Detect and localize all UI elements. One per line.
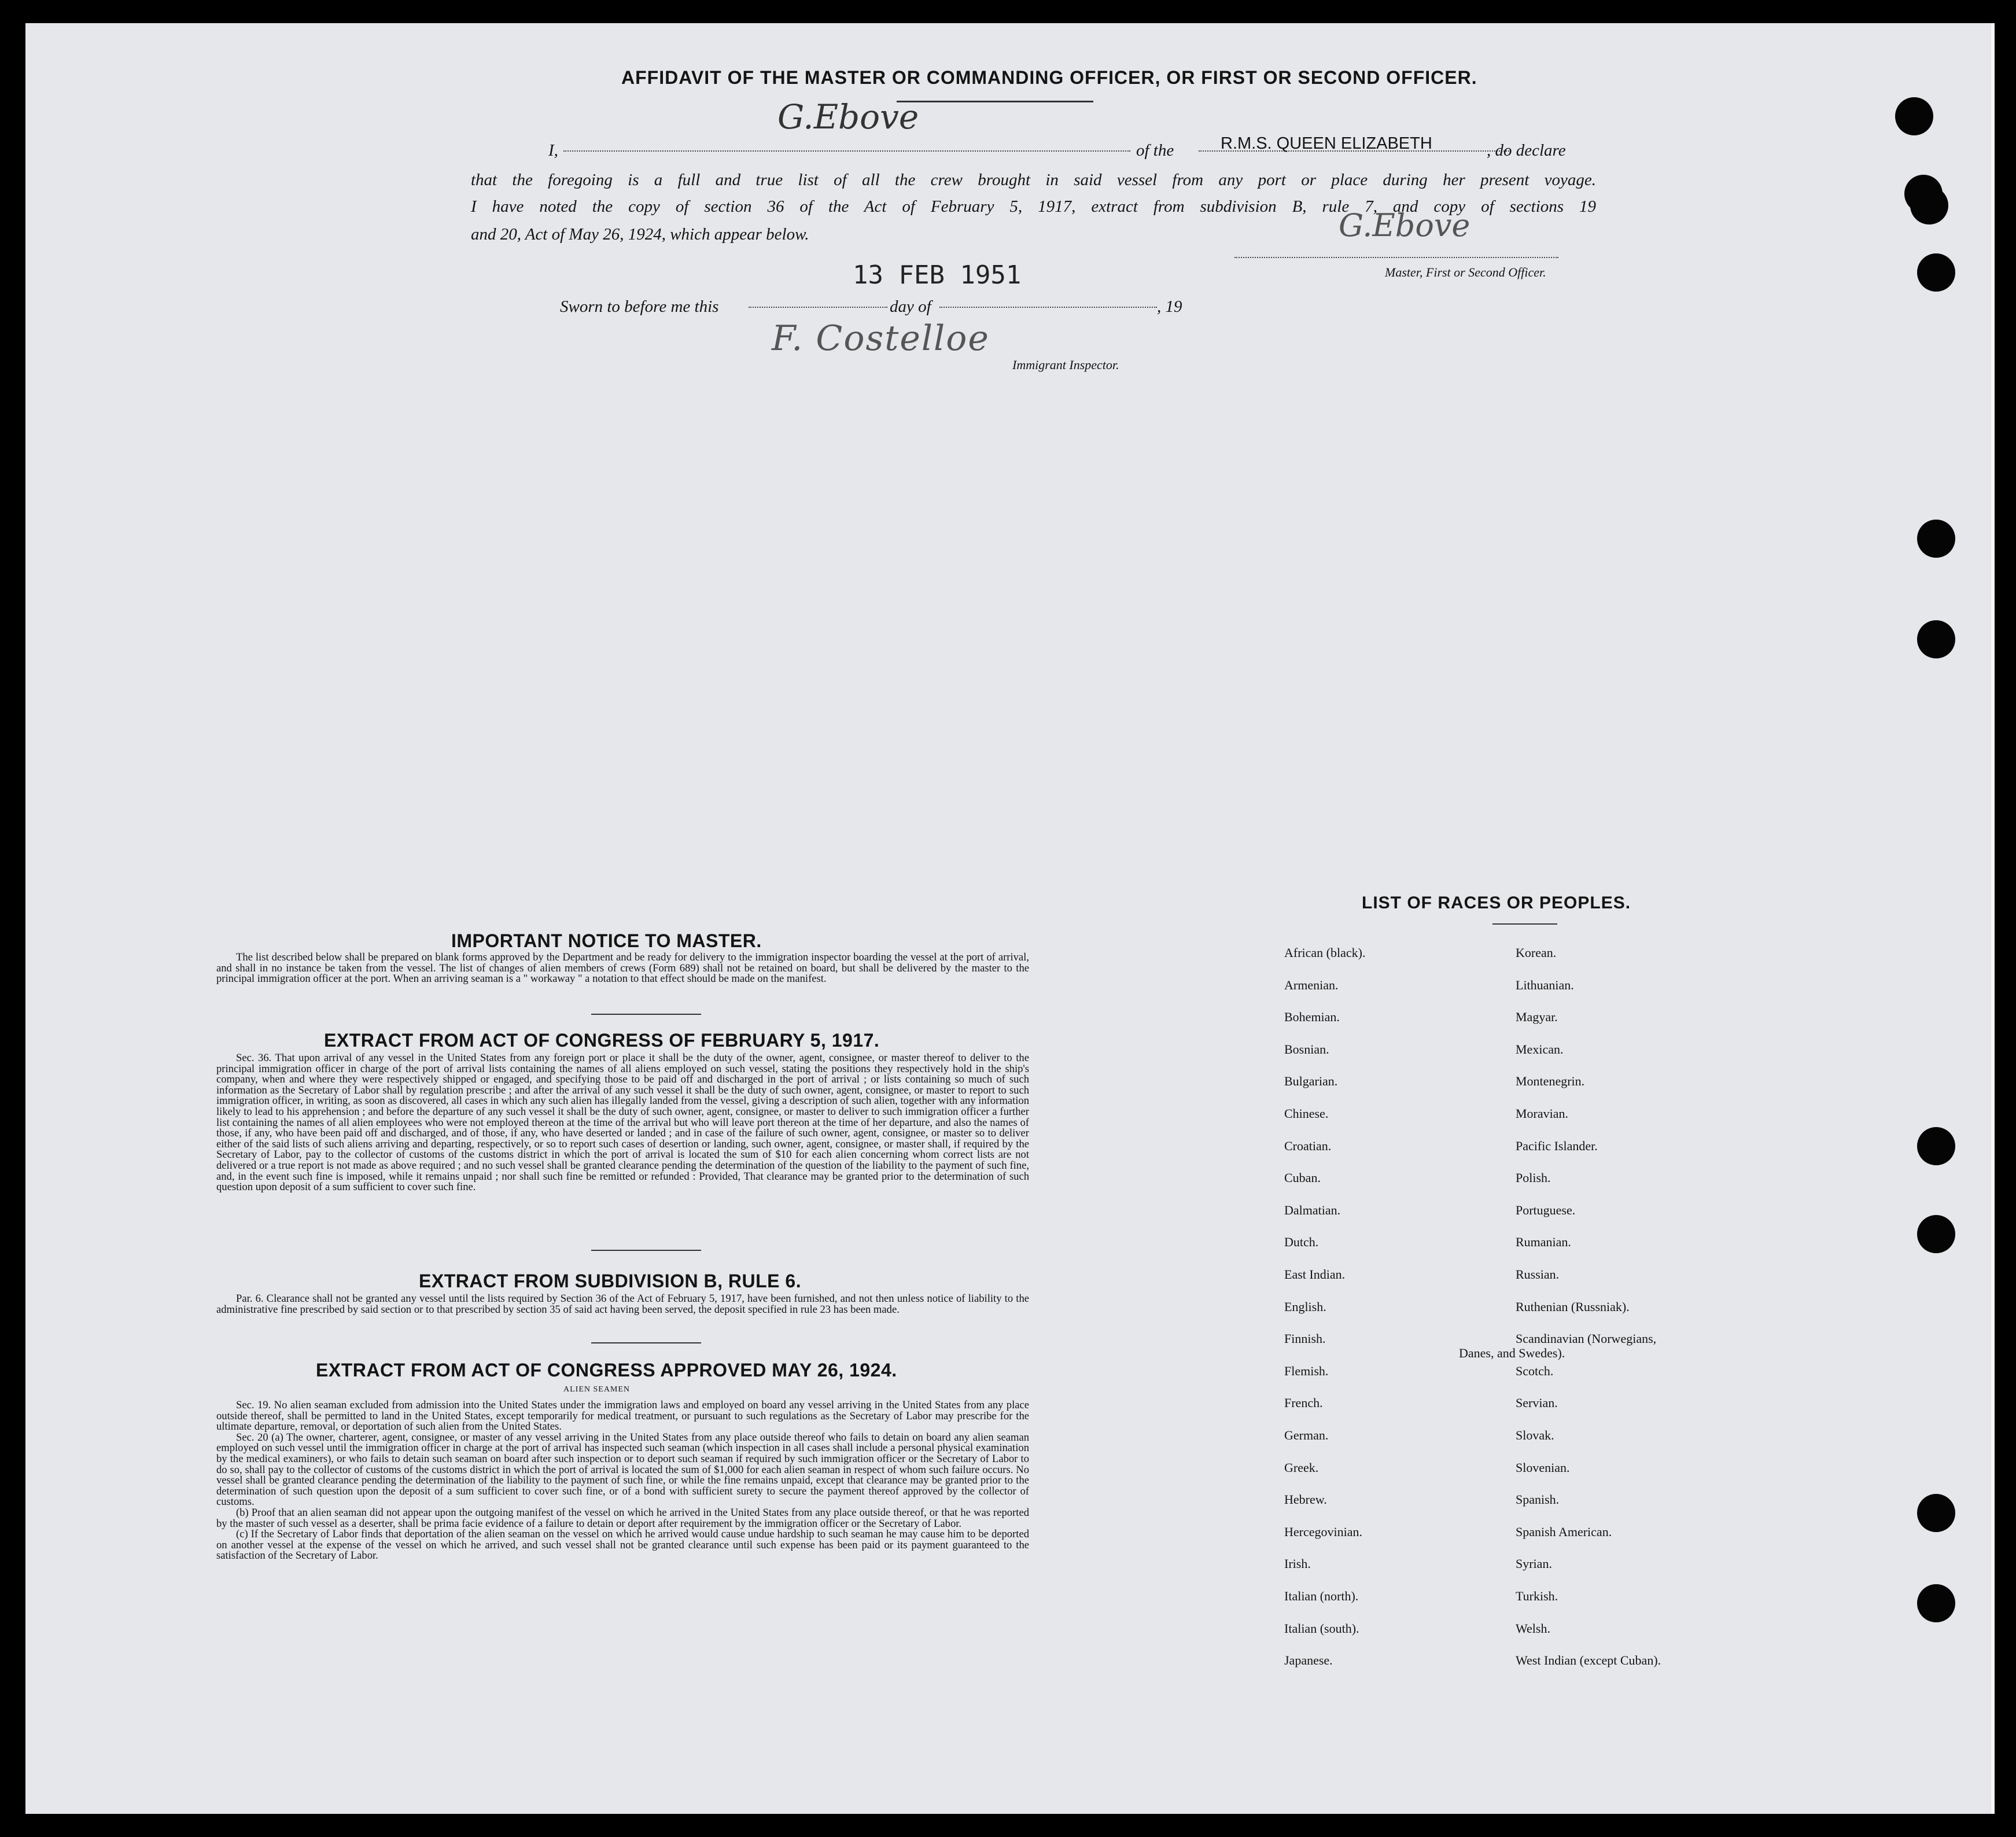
race-item-continuation: Danes, and Swedes). — [1459, 1346, 1565, 1360]
extract-rule6-text — [216, 1294, 1029, 1315]
race-item: Pacific Islander. — [1516, 1139, 1598, 1153]
alien-seamen-subtitle: ALIEN SEAMEN — [563, 1385, 631, 1394]
sec-36-paragraph: Sec. 36. That upon arrival of any vessel in the United States from any foreign port or place it shall be the duty of the owner, agent, consignee, or master thereof to deliver to the principal immigration officer in charge of the port of arrival lists containing the names of all aliens employed on such vessel, stating the positions they respectively hold in the ship's company, when and where they were respectively shipped or engaged, and specifying those to be paid off and discharged in the port of arrival ; or lists containing so much of such information as the Secretary of Labor shall by regulation prescribe ; and after the arrival of any such vessel it shall be the duty of such owner, agent, consignee, or master to report to such immigration officer, in writing, as soon as discovered, all cases in which any such alien has illegally landed from the vessel, giving a description of such alien, together with any information likely to lead to his apprehension ; and before the departure of any such vessel it shall be the duty of such owner, agent, consignee, or master to deliver to such immigration officer a further list containing the names of all alien employees who were not employed thereon at the time of the arrival but who will leave port thereon at the time of her departure, and also the names of those, if any, who have been paid off and discharged, and of those, if any, who have deserted or landed ; and in case of the failure of such owner, agent, consignee, or master so to deliver either of the said lists of such aliens arriving and departing, respectively, or so to report such cases of desertion or landing, such owner, agent, consignee, or master shall, if required by the Secretary of Labor, pay to the collector of customs of the customs district in which the port of arrival is located the sum of $10 for each alien concerning whom correct lists are not delivered or a true report is not made as above required ; and no such vessel shall be granted clearance pending the determination of the question of the liability to the payment of such fine, and, in the event such fine is imposed, while it remains unpaid ; nor shall such fine be remitted or refunded : Provided, That clearance may be granted prior to the determination of such question upon deposit of a sum sufficient to cover such fine. — [216, 1052, 1029, 1194]
race-item: Polish. — [1516, 1170, 1551, 1185]
punch-hole — [1917, 1127, 1955, 1165]
divider — [1492, 923, 1557, 925]
race-item: Magyar. — [1516, 1010, 1558, 1024]
affidavit-body-3: and 20, Act of May 26, 1924, which appear below. — [471, 225, 809, 244]
notice-text — [216, 952, 1029, 985]
day-line — [749, 307, 887, 308]
race-item: Welsh. — [1516, 1621, 1550, 1636]
notice-title: IMPORTANT NOTICE TO MASTER. — [451, 930, 762, 951]
punch-hole — [1917, 1584, 1955, 1622]
race-item: Armenian. — [1284, 978, 1339, 992]
of-the-label: of the — [1136, 141, 1174, 160]
punch-hole — [1917, 1215, 1955, 1253]
extract-1917-text — [216, 1053, 1029, 1193]
race-item: Irish. — [1284, 1556, 1311, 1571]
race-item: Moravian. — [1516, 1106, 1569, 1121]
punch-hole — [1917, 620, 1955, 658]
race-item: African (black). — [1284, 945, 1366, 960]
race-item: Dalmatian. — [1284, 1203, 1341, 1217]
affidavit-body-2: I have noted the copy of section 36 of the Act of February 5, 1917, extract from subdivision B, rule 7, and copy of sections 19 — [471, 197, 1596, 216]
notice-paragraph: The list described below shall be prepared on blank forms approved by the Department and be ready for delivery to the immigration inspector boarding the vessel at the port of arrival, and shall in no instance be taken from the vessel. The list of changes of alien members of crews (Form 689) shall not be retained on board, but shall be delivered by the master to the principal immigration officer at the port. When an arriving seaman is a " workaway " a notation to that effect should be made on the manifest. — [216, 951, 1029, 985]
signature-inspector: F. Costelloe — [772, 318, 990, 359]
document-page — [25, 23, 1995, 1814]
race-item: East Indian. — [1284, 1267, 1346, 1282]
race-item: Slovenian. — [1516, 1460, 1570, 1475]
race-item: Bulgarian. — [1284, 1074, 1338, 1088]
divider — [591, 1342, 701, 1343]
race-item: Syrian. — [1516, 1556, 1552, 1571]
race-item: French. — [1284, 1396, 1323, 1410]
race-item: Turkish. — [1516, 1589, 1558, 1603]
punch-hole — [1895, 97, 1933, 135]
race-item: English. — [1284, 1299, 1326, 1314]
race-item: Finnish. — [1284, 1331, 1326, 1346]
sec-20b-paragraph: (b) Proof that an alien seaman did not appear upon the outgoing manifest of the vessel on which he arrived in the United States from any place outside thereof, or that he was reported by the master of such vessel as a deserter, shall be prima facie evidence of a failure to detain or deport after requirement by the immigration officer or the Secretary of Labor. — [216, 1506, 1029, 1530]
race-item: Italian (north). — [1284, 1589, 1359, 1603]
punch-hole — [1910, 186, 1948, 224]
race-item: Ruthenian (Russniak). — [1516, 1299, 1630, 1314]
extract-1917-title: EXTRACT FROM ACT OF CONGRESS OF FEBRUARY 5, 1917. — [324, 1030, 880, 1051]
declarant-label: I, — [548, 141, 558, 160]
month-line — [939, 307, 1157, 308]
race-item: Bohemian. — [1284, 1010, 1340, 1024]
race-item: Chinese. — [1284, 1106, 1329, 1121]
races-title: LIST OF RACES OR PEOPLES. — [1362, 893, 1631, 912]
sec-19-paragraph: Sec. 19. No alien seaman excluded from admission into the United States under the immigration laws and employed on board any vessel arriving in the United States from any place outside thereof, shall be permitted to land in the United States, except temporarily for medical treatment, or pursuant to such regulations as the Secretary of Labor may prescribe for the ultimate departure, removal, or deportation of such alien from the United States. — [216, 1399, 1029, 1433]
sec-20a-paragraph: Sec. 20 (a) The owner, charterer, agent, consignee, or master of any vessel arriving in the United States from any place outside thereof who fails to detain on board any alien seaman employed on such vessel until the immigration officer in charge at the port of arrival has inspected such seaman (which inspection in all cases shall include a personal physical examination by the medical examiners), or who fails to detain such seaman on board after such inspection or to deport such seaman if required by such immigration officer or the Secretary of Labor to do so, shall pay to the collector of customs of the customs district in which the port of arrival is located the sum of $1,000 for each alien seaman in respect of whom such failure occurs. No vessel shall be granted clearance pending the determination of the liability to the payment of such fine, or while the fine remains unpaid, except that clearance may be granted prior to the determination of such question upon the deposit of a sum sufficient to cover such fine, or of a bond with sufficient surety to secure the payment thereof approved by the collector of customs. — [216, 1431, 1029, 1508]
declarant-name-line — [563, 150, 1130, 152]
do-declare-label: , do declare — [1487, 141, 1566, 160]
race-item: Dutch. — [1284, 1235, 1319, 1249]
day-of-label: day of — [890, 297, 931, 316]
race-item: Hebrew. — [1284, 1492, 1327, 1507]
sec-20c-paragraph: (c) If the Secretary of Labor finds that deportation of the alien seaman on the vessel on which he arrived would cause undue hardship to such seaman he may cause him to be deported on another vessel at the expense of the vessel on which he arrived, and such vessel shall not be granted clearance until such expense has been paid or its payment guaranteed to the satisfaction of the Secretary of Labor. — [216, 1528, 1029, 1562]
race-item: Korean. — [1516, 945, 1557, 960]
race-item: Servian. — [1516, 1396, 1558, 1410]
race-item: West Indian (except Cuban). — [1516, 1653, 1661, 1667]
race-item: Japanese. — [1284, 1653, 1333, 1667]
affidavit-title: AFFIDAVIT OF THE MASTER OR COMMANDING OFFICER, OR FIRST OR SECOND OFFICER. — [621, 67, 1477, 88]
race-item: Rumanian. — [1516, 1235, 1571, 1249]
signature-master: G.Ebove — [1339, 207, 1470, 244]
extract-1924-text — [216, 1400, 1029, 1562]
divider — [591, 1014, 701, 1015]
race-item: Hercegovinian. — [1284, 1525, 1362, 1539]
race-item: Flemish. — [1284, 1364, 1329, 1378]
sworn-label: Sworn to before me this — [560, 297, 719, 316]
year-prefix: , 19 — [1157, 297, 1182, 316]
race-item: Portuguese. — [1516, 1203, 1576, 1217]
punch-hole — [1917, 520, 1955, 558]
extract-rule6-title: EXTRACT FROM SUBDIVISION B, RULE 6. — [419, 1271, 802, 1291]
race-item: Italian (south). — [1284, 1621, 1359, 1636]
punch-hole — [1917, 1494, 1955, 1532]
race-item: Scotch. — [1516, 1364, 1554, 1378]
inspector-label: Immigrant Inspector. — [1012, 358, 1119, 372]
race-item: Croatian. — [1284, 1139, 1332, 1153]
race-item: Mexican. — [1516, 1042, 1564, 1056]
vessel-name: R.M.S. QUEEN ELIZABETH — [1221, 134, 1432, 153]
master-label: Master, First or Second Officer. — [1385, 265, 1546, 279]
date-stamp: 13 FEB 1951 — [853, 260, 1022, 290]
race-item: Montenegrin. — [1516, 1074, 1585, 1088]
race-item: Lithuanian. — [1516, 978, 1574, 992]
race-item: Bosnian. — [1284, 1042, 1329, 1056]
signature-master-top: G.Ebove — [777, 97, 919, 137]
divider — [897, 101, 1093, 102]
race-item: Scandinavian (Norwegians, — [1516, 1331, 1657, 1346]
race-item: German. — [1284, 1428, 1329, 1442]
race-item: Slovak. — [1516, 1428, 1554, 1442]
punch-hole — [1917, 253, 1955, 292]
extract-1924-title: EXTRACT FROM ACT OF CONGRESS APPROVED MAY 26, 1924. — [316, 1360, 897, 1380]
race-item: Spanish. — [1516, 1492, 1560, 1507]
race-item: Greek. — [1284, 1460, 1319, 1475]
race-item: Spanish American. — [1516, 1525, 1612, 1539]
divider — [591, 1250, 701, 1251]
race-item: Russian. — [1516, 1267, 1560, 1282]
par-6-paragraph: Par. 6. Clearance shall not be granted any vessel until the lists required by Section 36 of the Act of February 5, 1917, have been furnished, and not then unless notice of liability to the administrative fine prescribed by said section or to that prescribed by section 35 of said act having been served, the deposit specified in rule 23 has been made. — [216, 1293, 1029, 1316]
master-signature-line — [1234, 257, 1558, 258]
affidavit-body-1: that the foregoing is a full and true list of all the crew brought in said vessel from any port or place during her present voyage. — [471, 171, 1596, 189]
race-item: Cuban. — [1284, 1170, 1321, 1185]
